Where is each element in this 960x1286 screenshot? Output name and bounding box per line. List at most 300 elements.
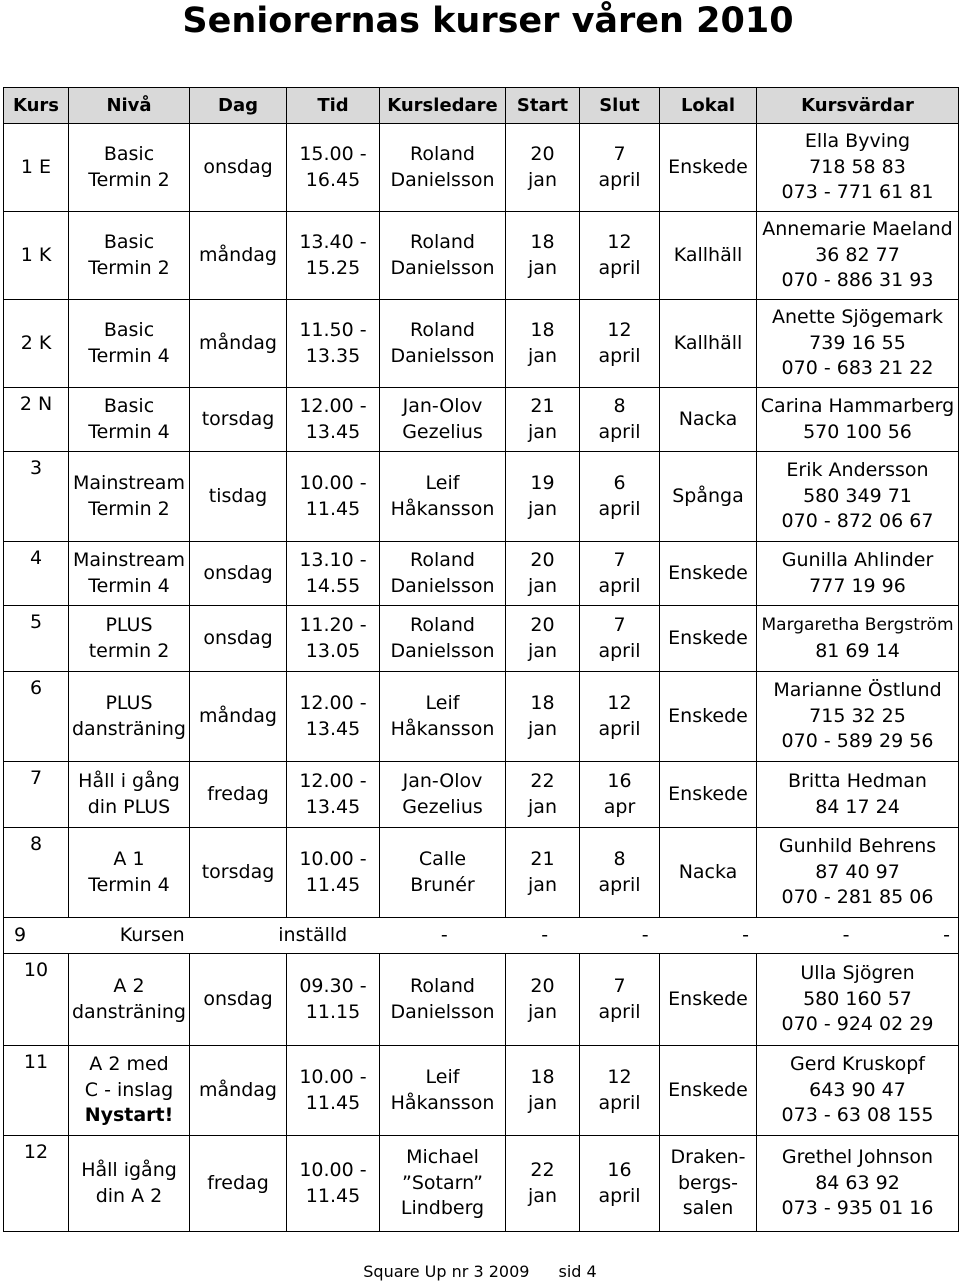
course-leader — [380, 1136, 506, 1232]
course-level — [69, 124, 190, 212]
course-hosts-line: 070 - 886 31 93 — [781, 269, 934, 292]
course-venue-line: Enskede — [668, 1078, 748, 1101]
course-end — [580, 1046, 660, 1136]
table-row — [4, 828, 959, 918]
course-venue — [660, 1136, 757, 1232]
course-leader — [380, 542, 506, 606]
course-time-line: 13.45 — [305, 420, 361, 443]
course-hosts-line: 073 - 771 61 81 — [781, 181, 934, 204]
course-hosts — [757, 606, 959, 672]
course-start — [506, 124, 580, 212]
course-id: 4 — [4, 542, 69, 606]
header-lokal: Lokal — [660, 88, 757, 124]
course-hosts — [757, 388, 959, 452]
course-level — [69, 300, 190, 388]
course-venue — [660, 1046, 757, 1136]
course-end — [580, 828, 660, 918]
course-hosts — [757, 1046, 959, 1136]
course-venue — [660, 542, 757, 606]
course-hosts-line: Marianne Östlund — [773, 679, 942, 702]
course-start — [506, 542, 580, 606]
course-leader-line: Danielsson — [390, 344, 495, 367]
course-time-line: 12.00 - — [299, 692, 367, 714]
course-leader — [380, 452, 506, 542]
course-leader-line: Gezelius — [402, 795, 483, 818]
course-level-line: dansträning — [72, 717, 186, 740]
course-end-line: 16 — [607, 1159, 632, 1181]
course-venue-line: Kallhäll — [673, 243, 743, 266]
course-end — [580, 452, 660, 542]
cancelled-course — [4, 918, 959, 954]
course-hosts-line: 715 32 25 — [809, 704, 906, 727]
table-body — [4, 124, 959, 1232]
course-level-line: Håll igång — [81, 1159, 177, 1181]
course-start — [506, 1136, 580, 1232]
course-hosts-line: 36 82 77 — [815, 243, 900, 266]
course-hosts-line: Anette Sjögemark — [771, 306, 944, 329]
course-level — [69, 762, 190, 828]
course-end-line: 12 — [607, 231, 632, 253]
course-end-line: april — [598, 574, 641, 597]
course-hosts-line: 580 349 71 — [803, 484, 912, 507]
course-start — [506, 1046, 580, 1136]
course-venue — [660, 672, 757, 762]
course-level — [69, 828, 190, 918]
course-id: 8 — [4, 828, 69, 918]
table-row — [4, 212, 959, 300]
course-venue-line: Nacka — [678, 407, 738, 430]
course-level-line: dansträning — [72, 1000, 186, 1023]
course-time — [287, 672, 380, 762]
course-id: 12 — [4, 1136, 69, 1232]
course-hosts — [757, 828, 959, 918]
course-day: onsdag — [190, 954, 287, 1046]
course-start-line: 18 — [530, 319, 555, 341]
course-hosts — [757, 452, 959, 542]
course-start-line: jan — [528, 574, 557, 597]
course-end-line: april — [598, 168, 641, 191]
course-level — [69, 542, 190, 606]
cancelled-id: 9 — [14, 923, 27, 946]
course-leader — [380, 212, 506, 300]
table-row-cancelled — [4, 918, 959, 954]
course-leader-line: Håkansson — [390, 717, 495, 740]
table-row — [4, 542, 959, 606]
course-day: måndag — [190, 672, 287, 762]
header-dag: Dag — [190, 88, 287, 124]
course-hosts-line: 070 - 924 02 29 — [781, 1013, 934, 1036]
course-time-line: 11.20 - — [299, 614, 367, 636]
course-hosts-line: 81 69 14 — [815, 639, 900, 662]
course-end — [580, 954, 660, 1046]
course-venue-line: Enskede — [668, 704, 748, 727]
course-venue-line: Draken- — [670, 1146, 746, 1169]
course-hosts-line: Gunilla Ahlinder — [781, 549, 934, 571]
course-level-line: termin 2 — [88, 639, 170, 662]
course-end — [580, 762, 660, 828]
course-end-line: april — [598, 1000, 641, 1023]
course-id: 1 K — [4, 212, 69, 300]
course-id: 5 — [4, 606, 69, 672]
course-leader — [380, 1046, 506, 1136]
course-end-line: 16 — [607, 770, 632, 792]
course-hosts — [757, 762, 959, 828]
course-hosts-line: 643 90 47 — [809, 1078, 906, 1101]
course-day: måndag — [190, 300, 287, 388]
course-hosts-line: 570 100 56 — [803, 420, 912, 443]
course-hosts-line: Grethel Johnson — [781, 1146, 934, 1169]
course-day: torsdag — [190, 828, 287, 918]
course-leader-line: Danielsson — [390, 256, 495, 279]
course-time — [287, 1046, 380, 1136]
course-leader — [380, 300, 506, 388]
course-time-line: 11.45 — [305, 1184, 361, 1207]
course-end — [580, 672, 660, 762]
course-level-line: C - inslag — [84, 1078, 174, 1101]
course-id: 10 — [4, 954, 69, 1046]
course-end-line: 8 — [613, 848, 626, 870]
course-end-line: 6 — [613, 472, 626, 494]
page-title: Seniorernas kurser våren 2010 — [182, 1, 794, 41]
course-end-line: april — [598, 1091, 641, 1114]
course-end-line: 8 — [613, 395, 626, 417]
cancelled-dash: - — [641, 923, 649, 946]
footer-publication: Square Up nr 3 2009 — [363, 1262, 530, 1281]
course-end — [580, 606, 660, 672]
course-leader-line: Håkansson — [390, 1091, 495, 1114]
course-venue-line: Enskede — [668, 626, 748, 649]
course-hosts-line: 739 16 55 — [809, 331, 906, 354]
course-hosts-line: Gerd Kruskopf — [790, 1053, 925, 1076]
course-time-line: 12.00 - — [299, 395, 367, 417]
course-end-line: april — [598, 497, 641, 520]
course-time — [287, 300, 380, 388]
course-level-line: Mainstream — [73, 472, 185, 494]
table-row — [4, 606, 959, 672]
course-time — [287, 388, 380, 452]
course-end-line: 7 — [613, 975, 626, 997]
course-start-line: 22 — [530, 770, 555, 792]
course-venue — [660, 452, 757, 542]
course-start-line: jan — [528, 344, 557, 367]
header-row — [4, 88, 959, 124]
course-start-line: jan — [528, 1000, 557, 1023]
course-day: onsdag — [190, 124, 287, 212]
course-venue-line: salen — [682, 1197, 734, 1220]
course-id: 2 N — [4, 388, 69, 452]
course-venue-line: Enskede — [668, 561, 748, 584]
course-level-line: Mainstream — [73, 549, 185, 571]
course-end-line: 12 — [607, 1066, 632, 1088]
course-time-line: 11.15 — [305, 1000, 361, 1023]
course-start — [506, 954, 580, 1046]
course-time-line: 10.00 - — [299, 1066, 367, 1088]
course-level-line: Termin 2 — [88, 256, 170, 279]
course-leader-line: Danielsson — [390, 168, 495, 191]
course-level-line: Termin 2 — [88, 497, 170, 520]
course-hosts-line: Carina Hammarberg — [760, 395, 955, 417]
course-leader — [380, 388, 506, 452]
course-venue-line: Kallhäll — [673, 331, 743, 354]
cancelled-label: Kursen — [119, 923, 185, 946]
course-hosts-line: 070 - 872 06 67 — [781, 510, 934, 533]
course-level-line: Termin 4 — [88, 574, 170, 597]
course-start — [506, 300, 580, 388]
course-venue — [660, 762, 757, 828]
course-leader-line: Brunér — [410, 873, 475, 896]
course-start — [506, 212, 580, 300]
header-slut: Slut — [580, 88, 660, 124]
course-hosts-line: Britta Hedman — [788, 770, 927, 792]
course-day: måndag — [190, 212, 287, 300]
course-start-line: 22 — [530, 1159, 555, 1181]
course-start-line: jan — [528, 1184, 557, 1207]
course-start-line: 21 — [530, 395, 555, 417]
course-leader-line: Roland — [410, 319, 475, 341]
course-leader-line: ”Sotarn” — [402, 1171, 483, 1194]
course-end-line: 7 — [613, 614, 626, 636]
course-level-line: Termin 4 — [88, 344, 170, 367]
footer-page: sid 4 — [558, 1262, 597, 1281]
course-start-line: 18 — [530, 1066, 555, 1088]
course-start-line: jan — [528, 1091, 557, 1114]
course-leader-line: Leif — [425, 692, 460, 714]
course-leader-line: Roland — [410, 231, 475, 253]
course-leader — [380, 124, 506, 212]
cancelled-dash: - — [541, 923, 549, 946]
course-start — [506, 828, 580, 918]
course-time-line: 13.35 — [305, 344, 361, 367]
course-end — [580, 124, 660, 212]
course-hosts — [757, 212, 959, 300]
course-end — [580, 1136, 660, 1232]
course-day: onsdag — [190, 606, 287, 672]
course-leader-line: Lindberg — [400, 1197, 485, 1220]
course-level-line: A 2 med — [89, 1053, 169, 1076]
course-time — [287, 762, 380, 828]
header-kursledare: Kursledare — [380, 88, 506, 124]
course-id: 7 — [4, 762, 69, 828]
course-hosts-line: 718 58 83 — [809, 155, 906, 178]
course-time-line: 15.00 - — [299, 143, 367, 165]
course-leader-line: Jan-Olov — [402, 395, 483, 417]
course-end-line: 12 — [607, 692, 632, 714]
table-row — [4, 762, 959, 828]
course-day: onsdag — [190, 542, 287, 606]
course-time-line: 10.00 - — [299, 472, 367, 494]
course-end-line: april — [598, 1184, 641, 1207]
footer — [0, 1262, 960, 1281]
course-level — [69, 1136, 190, 1232]
course-time — [287, 124, 380, 212]
table-row — [4, 954, 959, 1046]
course-time-line: 13.10 - — [299, 549, 367, 571]
course-venue — [660, 606, 757, 672]
course-start-line: jan — [528, 420, 557, 443]
course-hosts-line: Erik Andersson — [786, 459, 929, 482]
course-leader — [380, 606, 506, 672]
course-time-line: 16.45 — [305, 168, 361, 191]
course-hosts — [757, 672, 959, 762]
course-start-line: 18 — [530, 231, 555, 253]
course-venue — [660, 388, 757, 452]
course-end-line: april — [598, 873, 641, 896]
course-day: fredag — [190, 1136, 287, 1232]
course-leader-line: Gezelius — [402, 420, 483, 443]
course-time — [287, 1136, 380, 1232]
course-time-line: 15.25 — [305, 256, 361, 279]
course-level-line: Nystart! — [84, 1104, 174, 1127]
course-level-line: A 1 — [113, 848, 145, 870]
table-row — [4, 452, 959, 542]
course-time-line: 12.00 - — [299, 770, 367, 792]
course-level — [69, 672, 190, 762]
header-niva: Nivå — [69, 88, 190, 124]
course-end-line: 7 — [613, 549, 626, 571]
course-leader-line: Håkansson — [390, 497, 495, 520]
table-row — [4, 388, 959, 452]
course-level-line: A 2 — [113, 975, 145, 997]
course-hosts — [757, 954, 959, 1046]
course-level — [69, 954, 190, 1046]
course-venue — [660, 124, 757, 212]
course-start-line: jan — [528, 497, 557, 520]
course-id: 6 — [4, 672, 69, 762]
course-end-line: april — [598, 344, 641, 367]
course-venue-line: Enskede — [668, 155, 748, 178]
course-venue-line: Enskede — [668, 782, 748, 805]
course-end — [580, 388, 660, 452]
course-start-line: jan — [528, 795, 557, 818]
header-tid: Tid — [287, 88, 380, 124]
course-id: 3 — [4, 452, 69, 542]
course-level-line: PLUS — [105, 614, 153, 636]
course-level-line: Termin 2 — [88, 168, 170, 191]
course-level-line: Termin 4 — [88, 420, 170, 443]
course-start-line: 20 — [530, 975, 555, 997]
course-hosts-line: Annemarie Maeland — [762, 218, 953, 241]
course-venue — [660, 954, 757, 1046]
course-venue — [660, 212, 757, 300]
header-kursvardar: Kursvärdar — [757, 88, 959, 124]
course-venue-line: bergs- — [677, 1171, 739, 1194]
course-time — [287, 542, 380, 606]
course-leader-line: Jan-Olov — [402, 770, 483, 792]
course-leader-line: Calle — [418, 848, 467, 870]
cancelled-content — [4, 923, 958, 949]
course-table — [3, 87, 959, 1232]
header-kurs: Kurs — [4, 88, 69, 124]
course-leader — [380, 954, 506, 1046]
course-level-line: Basic — [103, 143, 155, 165]
course-leader — [380, 762, 506, 828]
cancelled-dash: - — [943, 923, 950, 946]
course-venue-line: Enskede — [668, 987, 748, 1010]
table-row — [4, 1136, 959, 1232]
course-hosts-line: Ella Byving — [804, 130, 911, 153]
course-end — [580, 542, 660, 606]
cancelled-dash: - — [440, 923, 448, 946]
course-id: 11 — [4, 1046, 69, 1136]
course-level-line: Termin 4 — [88, 873, 170, 896]
course-venue-line: Spånga — [672, 484, 744, 507]
course-hosts-line: 84 63 92 — [815, 1171, 900, 1194]
course-time-line: 11.50 - — [299, 319, 367, 341]
course-level — [69, 606, 190, 672]
course-start-line: jan — [528, 717, 557, 740]
course-leader-line: Roland — [410, 614, 475, 636]
course-leader-line: Danielsson — [390, 574, 495, 597]
course-start — [506, 388, 580, 452]
course-time-line: 13.45 — [305, 717, 361, 740]
course-start-line: 20 — [530, 143, 555, 165]
course-level-line: Basic — [103, 231, 155, 253]
course-time-line: 14.55 — [305, 574, 361, 597]
course-end-line: april — [598, 717, 641, 740]
course-leader-line: Danielsson — [390, 639, 495, 662]
course-hosts-line: 84 17 24 — [815, 795, 900, 818]
course-hosts-line: 070 - 589 29 56 — [781, 730, 934, 753]
course-end-line: apr — [603, 795, 636, 818]
course-hosts — [757, 300, 959, 388]
course-day: tisdag — [190, 452, 287, 542]
course-time-line: 09.30 - — [299, 975, 367, 997]
course-time-line: 10.00 - — [299, 848, 367, 870]
course-leader — [380, 828, 506, 918]
course-level — [69, 212, 190, 300]
table-row — [4, 672, 959, 762]
course-level-line: Basic — [103, 395, 155, 417]
course-hosts-line: 070 - 281 85 06 — [781, 886, 934, 909]
course-hosts-line: Gunhild Behrens — [778, 835, 937, 858]
course-venue — [660, 828, 757, 918]
course-end-line: april — [598, 420, 641, 443]
course-level — [69, 1046, 190, 1136]
course-hosts-line: 073 - 935 01 16 — [781, 1197, 934, 1220]
course-end-line: 7 — [613, 143, 626, 165]
course-day: fredag — [190, 762, 287, 828]
course-id: 2 K — [4, 300, 69, 388]
course-hosts — [757, 1136, 959, 1232]
course-leader-line: Roland — [410, 549, 475, 571]
course-end — [580, 300, 660, 388]
course-level-line: Basic — [103, 319, 155, 341]
course-leader-line: Michael — [406, 1146, 479, 1169]
course-end — [580, 212, 660, 300]
course-day: torsdag — [190, 388, 287, 452]
course-time-line: 11.45 — [305, 497, 361, 520]
course-start — [506, 762, 580, 828]
course-start-line: 19 — [530, 472, 555, 494]
course-end-line: april — [598, 256, 641, 279]
course-start-line: jan — [528, 168, 557, 191]
header-start: Start — [506, 88, 580, 124]
cancelled-dash: - — [742, 923, 750, 946]
course-hosts — [757, 124, 959, 212]
course-venue-line: Nacka — [678, 860, 738, 883]
course-level-line: din PLUS — [87, 795, 171, 818]
course-leader — [380, 672, 506, 762]
course-start-line: 20 — [530, 614, 555, 636]
cancelled-dash: - — [842, 923, 850, 946]
course-leader-line: Roland — [410, 143, 475, 165]
course-start — [506, 672, 580, 762]
course-start-line: jan — [528, 873, 557, 896]
course-start-line: jan — [528, 256, 557, 279]
course-time — [287, 828, 380, 918]
course-level-line: PLUS — [105, 692, 153, 714]
table-row — [4, 300, 959, 388]
